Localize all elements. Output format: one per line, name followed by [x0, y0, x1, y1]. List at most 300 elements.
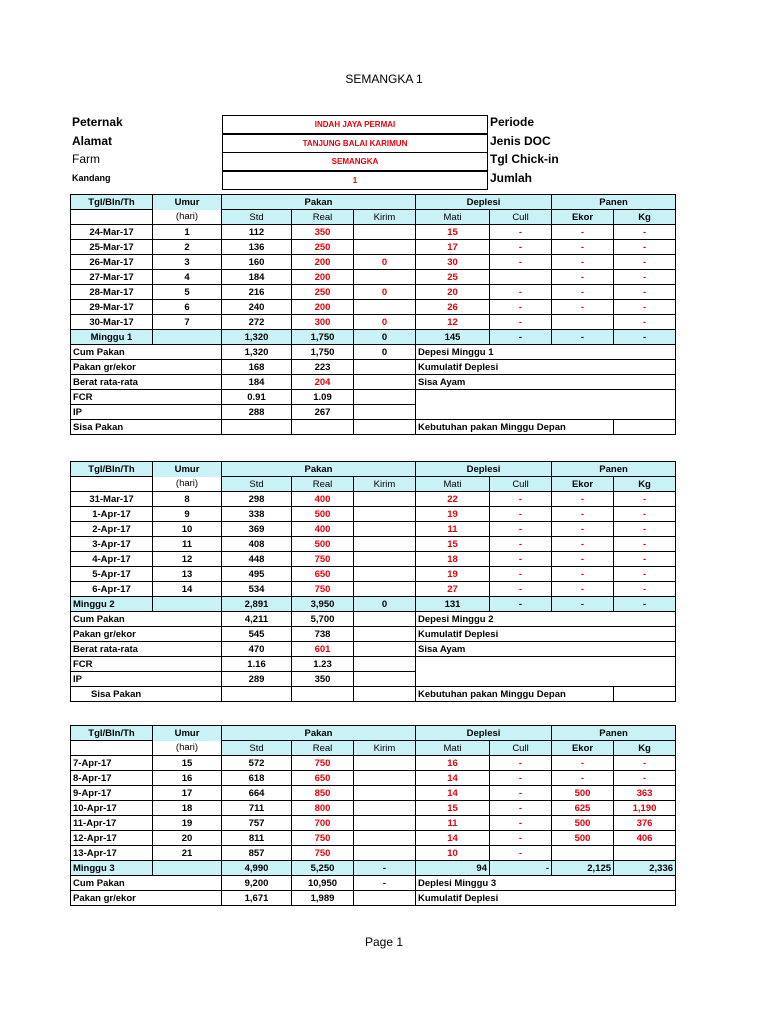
sisa-kirim-cell[interactable] — [354, 420, 416, 435]
std-cell[interactable]: 338 — [222, 507, 292, 522]
umur-cell[interactable]: 2 — [153, 240, 222, 255]
kg-cell[interactable]: 376 — [614, 816, 676, 831]
std-cell[interactable]: 572 — [222, 756, 292, 771]
fcr-std-cell[interactable]: 1.16 — [222, 657, 292, 672]
ekor-cell[interactable]: 500 — [552, 786, 614, 801]
real-cell[interactable]: 800 — [292, 801, 354, 816]
col-hari-header[interactable]: (hari) — [153, 741, 222, 756]
mati-cell[interactable]: 15 — [416, 537, 490, 552]
kg-cell[interactable]: 406 — [614, 831, 676, 846]
real-cell[interactable]: 200 — [292, 255, 354, 270]
pgr-right-label[interactable]: Kumulatif Deplesi — [416, 360, 676, 375]
col-tgl-header[interactable]: Tgl/Bln/Th — [71, 195, 153, 210]
date-cell[interactable]: 26-Mar-17 — [71, 255, 153, 270]
ekor-cell[interactable]: 500 — [552, 831, 614, 846]
umur-cell[interactable]: 17 — [153, 786, 222, 801]
date-cell[interactable]: 5-Apr-17 — [71, 567, 153, 582]
col-kirim-header[interactable]: Kirim — [354, 210, 416, 225]
col-kg-header[interactable]: Kg — [614, 477, 676, 492]
total-kirim-cell[interactable]: 0 — [354, 330, 416, 345]
std-cell[interactable]: 272 — [222, 315, 292, 330]
date-cell[interactable]: 28-Mar-17 — [71, 285, 153, 300]
kirim-cell[interactable] — [354, 552, 416, 567]
total-ekor-cell[interactable]: - — [552, 330, 614, 345]
col-panen-header[interactable]: Panen — [552, 462, 676, 477]
real-cell[interactable]: 750 — [292, 552, 354, 567]
col-ekor-header[interactable]: Ekor — [552, 741, 614, 756]
kirim-cell[interactable] — [354, 846, 416, 861]
col-pakan-header[interactable]: Pakan — [222, 726, 416, 741]
kg-cell[interactable]: - — [614, 240, 676, 255]
kirim-cell[interactable]: 0 — [354, 255, 416, 270]
mati-cell[interactable]: 11 — [416, 816, 490, 831]
col-tgl-header[interactable]: Tgl/Bln/Th — [71, 462, 153, 477]
std-cell[interactable]: 112 — [222, 225, 292, 240]
mati-cell[interactable]: 12 — [416, 315, 490, 330]
std-cell[interactable]: 369 — [222, 522, 292, 537]
total-real-cell[interactable]: 3,950 — [292, 597, 354, 612]
berat-label[interactable]: Berat rata-rata — [71, 375, 222, 390]
std-cell[interactable]: 136 — [222, 240, 292, 255]
real-cell[interactable]: 750 — [292, 846, 354, 861]
blank-cell[interactable] — [416, 390, 676, 420]
kirim-cell[interactable] — [354, 537, 416, 552]
std-cell[interactable]: 184 — [222, 270, 292, 285]
berat-real-cell[interactable]: 601 — [292, 642, 354, 657]
mati-cell[interactable]: 11 — [416, 522, 490, 537]
col-deplesi-header[interactable]: Deplesi — [416, 726, 552, 741]
kirim-cell[interactable] — [354, 240, 416, 255]
kirim-cell[interactable] — [354, 300, 416, 315]
ip-real-cell[interactable]: 350 — [292, 672, 354, 687]
cum-right-label[interactable]: Depesi Minggu 2 — [416, 612, 676, 627]
kirim-cell[interactable] — [354, 756, 416, 771]
ekor-cell[interactable]: - — [552, 300, 614, 315]
ip-label[interactable]: IP — [71, 672, 222, 687]
fcr-real-cell[interactable]: 1.09 — [292, 390, 354, 405]
cull-cell[interactable]: - — [490, 582, 552, 597]
mati-cell[interactable]: 15 — [416, 801, 490, 816]
umur-cell[interactable]: 18 — [153, 801, 222, 816]
ip-std-cell[interactable]: 288 — [222, 405, 292, 420]
kg-cell[interactable]: - — [614, 255, 676, 270]
kirim-cell[interactable] — [354, 582, 416, 597]
col-pakan-header[interactable]: Pakan — [222, 195, 416, 210]
sisa-right-label[interactable]: Kebutuhan pakan Minggu Depan — [416, 420, 614, 435]
cull-cell[interactable]: - — [490, 771, 552, 786]
pgr-kirim-cell[interactable] — [354, 360, 416, 375]
mati-cell[interactable]: 26 — [416, 300, 490, 315]
col-umur-header[interactable]: Umur — [153, 462, 222, 477]
cull-cell[interactable]: - — [490, 255, 552, 270]
week-total-label[interactable]: Minggu 2 — [71, 597, 153, 612]
umur-cell[interactable]: 6 — [153, 300, 222, 315]
kg-cell[interactable]: - — [614, 507, 676, 522]
cull-cell[interactable]: - — [490, 756, 552, 771]
cum-right-label[interactable]: Deplesi Minggu 3 — [416, 876, 676, 891]
cull-cell[interactable]: - — [490, 240, 552, 255]
real-cell[interactable]: 500 — [292, 507, 354, 522]
kg-cell[interactable]: - — [614, 225, 676, 240]
col-cull-header[interactable]: Cull — [490, 741, 552, 756]
std-cell[interactable]: 448 — [222, 552, 292, 567]
ekor-cell[interactable]: - — [552, 582, 614, 597]
cum-real-cell[interactable]: 10,950 — [292, 876, 354, 891]
kirim-cell[interactable] — [354, 771, 416, 786]
ekor-cell[interactable]: - — [552, 537, 614, 552]
col-deplesi-header[interactable]: Deplesi — [416, 462, 552, 477]
ekor-cell[interactable] — [552, 846, 614, 861]
col-hari-header[interactable]: (hari) — [153, 210, 222, 225]
kirim-cell[interactable] — [354, 816, 416, 831]
sisa-real-cell[interactable] — [292, 687, 354, 702]
mati-cell[interactable]: 14 — [416, 771, 490, 786]
fcr-std-cell[interactable]: 0.91 — [222, 390, 292, 405]
kg-cell[interactable]: - — [614, 552, 676, 567]
kg-cell[interactable]: - — [614, 285, 676, 300]
date-cell[interactable]: 9-Apr-17 — [71, 786, 153, 801]
ekor-cell[interactable] — [552, 315, 614, 330]
date-cell[interactable]: 7-Apr-17 — [71, 756, 153, 771]
total-real-cell[interactable]: 5,250 — [292, 861, 354, 876]
total-kirim-cell[interactable]: - — [354, 861, 416, 876]
kirim-cell[interactable] — [354, 786, 416, 801]
ekor-cell[interactable]: 625 — [552, 801, 614, 816]
col-real-header[interactable]: Real — [292, 210, 354, 225]
pgr-std-cell[interactable]: 1,671 — [222, 891, 292, 906]
kg-cell[interactable]: 1,190 — [614, 801, 676, 816]
real-cell[interactable]: 350 — [292, 225, 354, 240]
blank-cell[interactable] — [71, 210, 153, 225]
real-cell[interactable]: 650 — [292, 567, 354, 582]
umur-cell[interactable]: 3 — [153, 255, 222, 270]
kandang-field[interactable]: 1 — [222, 171, 488, 190]
total-kg-cell[interactable]: - — [614, 330, 676, 345]
real-cell[interactable]: 200 — [292, 300, 354, 315]
pgr-std-cell[interactable]: 545 — [222, 627, 292, 642]
col-cull-header[interactable]: Cull — [490, 477, 552, 492]
real-cell[interactable]: 500 — [292, 537, 354, 552]
ekor-cell[interactable]: - — [552, 507, 614, 522]
col-std-header[interactable]: Std — [222, 477, 292, 492]
kirim-cell[interactable] — [354, 225, 416, 240]
kirim-cell[interactable] — [354, 522, 416, 537]
mati-cell[interactable]: 25 — [416, 270, 490, 285]
std-cell[interactable]: 857 — [222, 846, 292, 861]
col-cull-header[interactable]: Cull — [490, 210, 552, 225]
total-kg-cell[interactable]: - — [614, 597, 676, 612]
std-cell[interactable]: 216 — [222, 285, 292, 300]
mati-cell[interactable]: 30 — [416, 255, 490, 270]
cum-std-cell[interactable]: 9,200 — [222, 876, 292, 891]
umur-cell[interactable]: 15 — [153, 756, 222, 771]
umur-cell[interactable]: 5 — [153, 285, 222, 300]
pgr-label[interactable]: Pakan gr/ekor — [71, 891, 222, 906]
mati-cell[interactable]: 19 — [416, 567, 490, 582]
pgr-real-cell[interactable]: 1,989 — [292, 891, 354, 906]
berat-right-label[interactable]: Sisa Ayam — [416, 375, 676, 390]
ekor-cell[interactable]: - — [552, 285, 614, 300]
blank-cell[interactable] — [416, 657, 676, 687]
date-cell[interactable]: 10-Apr-17 — [71, 801, 153, 816]
kg-cell[interactable]: - — [614, 522, 676, 537]
cum-kirim-cell[interactable] — [354, 612, 416, 627]
real-cell[interactable]: 750 — [292, 756, 354, 771]
blank-cell[interactable] — [153, 861, 222, 876]
ekor-cell[interactable]: - — [552, 567, 614, 582]
cum-label[interactable]: Cum Pakan — [71, 612, 222, 627]
ip-label[interactable]: IP — [71, 405, 222, 420]
mati-cell[interactable]: 17 — [416, 240, 490, 255]
col-umur-header[interactable]: Umur — [153, 195, 222, 210]
sisa-kirim-cell[interactable] — [354, 687, 416, 702]
real-cell[interactable]: 300 — [292, 315, 354, 330]
kg-cell[interactable]: - — [614, 300, 676, 315]
cull-cell[interactable]: - — [490, 552, 552, 567]
cull-cell[interactable]: - — [490, 507, 552, 522]
col-hari-header[interactable]: (hari) — [153, 477, 222, 492]
std-cell[interactable]: 618 — [222, 771, 292, 786]
cull-cell[interactable]: - — [490, 285, 552, 300]
ip-kirim-cell[interactable] — [354, 672, 416, 687]
kirim-cell[interactable] — [354, 831, 416, 846]
fcr-kirim-cell[interactable] — [354, 657, 416, 672]
ip-real-cell[interactable]: 267 — [292, 405, 354, 420]
umur-cell[interactable]: 9 — [153, 507, 222, 522]
col-real-header[interactable]: Real — [292, 741, 354, 756]
week-total-label[interactable]: Minggu 1 — [71, 330, 153, 345]
kg-cell[interactable]: - — [614, 492, 676, 507]
std-cell[interactable]: 534 — [222, 582, 292, 597]
sisa-std-cell[interactable] — [222, 687, 292, 702]
sisa-std-cell[interactable] — [222, 420, 292, 435]
date-cell[interactable]: 4-Apr-17 — [71, 552, 153, 567]
kg-cell[interactable]: - — [614, 771, 676, 786]
berat-std-cell[interactable]: 470 — [222, 642, 292, 657]
total-ekor-cell[interactable]: - — [552, 597, 614, 612]
kirim-cell[interactable] — [354, 270, 416, 285]
pgr-kirim-cell[interactable] — [354, 891, 416, 906]
sisa-label[interactable]: Sisa Pakan — [71, 687, 222, 702]
kg-cell[interactable]: - — [614, 537, 676, 552]
cull-cell[interactable]: - — [490, 816, 552, 831]
peternak-field[interactable]: INDAH JAYA PERMAI — [222, 115, 488, 134]
cum-std-cell[interactable]: 1,320 — [222, 345, 292, 360]
sisa-real-cell[interactable] — [292, 420, 354, 435]
cull-cell[interactable]: - — [490, 315, 552, 330]
col-panen-header[interactable]: Panen — [552, 726, 676, 741]
cull-cell[interactable]: - — [490, 300, 552, 315]
kg-cell[interactable]: 363 — [614, 786, 676, 801]
col-mati-header[interactable]: Mati — [416, 741, 490, 756]
cull-cell[interactable]: - — [490, 831, 552, 846]
cull-cell[interactable]: - — [490, 537, 552, 552]
cum-kirim-cell[interactable]: 0 — [354, 345, 416, 360]
col-kirim-header[interactable]: Kirim — [354, 741, 416, 756]
real-cell[interactable]: 400 — [292, 522, 354, 537]
real-cell[interactable]: 250 — [292, 285, 354, 300]
total-cull-cell[interactable]: - — [490, 597, 552, 612]
blank-cell[interactable] — [71, 741, 153, 756]
date-cell[interactable]: 12-Apr-17 — [71, 831, 153, 846]
mati-cell[interactable]: 15 — [416, 225, 490, 240]
fcr-real-cell[interactable]: 1.23 — [292, 657, 354, 672]
umur-cell[interactable]: 14 — [153, 582, 222, 597]
pgr-right-label[interactable]: Kumulatif Deplesi — [416, 891, 676, 906]
ekor-cell[interactable]: - — [552, 255, 614, 270]
pgr-right-label[interactable]: Kumulatif Deplesi — [416, 627, 676, 642]
ekor-cell[interactable]: 500 — [552, 816, 614, 831]
umur-cell[interactable]: 10 — [153, 522, 222, 537]
ip-std-cell[interactable]: 289 — [222, 672, 292, 687]
std-cell[interactable]: 240 — [222, 300, 292, 315]
mati-cell[interactable]: 19 — [416, 507, 490, 522]
ip-kirim-cell[interactable] — [354, 405, 416, 420]
blank-cell[interactable] — [153, 597, 222, 612]
berat-real-cell[interactable]: 204 — [292, 375, 354, 390]
umur-cell[interactable]: 21 — [153, 846, 222, 861]
umur-cell[interactable]: 16 — [153, 771, 222, 786]
col-kg-header[interactable]: Kg — [614, 210, 676, 225]
cull-cell[interactable]: - — [490, 522, 552, 537]
ekor-cell[interactable]: - — [552, 522, 614, 537]
total-mati-cell[interactable]: 145 — [416, 330, 490, 345]
real-cell[interactable]: 200 — [292, 270, 354, 285]
col-mati-header[interactable]: Mati — [416, 210, 490, 225]
cull-cell[interactable]: - — [490, 801, 552, 816]
cull-cell[interactable]: - — [490, 225, 552, 240]
sisa-label[interactable]: Sisa Pakan — [71, 420, 222, 435]
mati-cell[interactable]: 16 — [416, 756, 490, 771]
date-cell[interactable]: 6-Apr-17 — [71, 582, 153, 597]
col-panen-header[interactable]: Panen — [552, 195, 676, 210]
kirim-cell[interactable] — [354, 507, 416, 522]
col-mati-header[interactable]: Mati — [416, 477, 490, 492]
col-deplesi-header[interactable]: Deplesi — [416, 195, 552, 210]
date-cell[interactable]: 30-Mar-17 — [71, 315, 153, 330]
kg-cell[interactable]: - — [614, 582, 676, 597]
blank-cell[interactable] — [614, 420, 676, 435]
date-cell[interactable]: 24-Mar-17 — [71, 225, 153, 240]
total-kirim-cell[interactable]: 0 — [354, 597, 416, 612]
cull-cell[interactable] — [490, 270, 552, 285]
umur-cell[interactable]: 20 — [153, 831, 222, 846]
mati-cell[interactable]: 14 — [416, 786, 490, 801]
total-cull-cell[interactable]: - — [490, 861, 552, 876]
kirim-cell[interactable] — [354, 801, 416, 816]
fcr-kirim-cell[interactable] — [354, 390, 416, 405]
kg-cell[interactable]: - — [614, 756, 676, 771]
umur-cell[interactable]: 1 — [153, 225, 222, 240]
date-cell[interactable]: 11-Apr-17 — [71, 816, 153, 831]
date-cell[interactable]: 25-Mar-17 — [71, 240, 153, 255]
ekor-cell[interactable]: - — [552, 492, 614, 507]
col-umur-header[interactable]: Umur — [153, 726, 222, 741]
cull-cell[interactable]: - — [490, 786, 552, 801]
berat-kirim-cell[interactable] — [354, 375, 416, 390]
date-cell[interactable]: 29-Mar-17 — [71, 300, 153, 315]
cum-std-cell[interactable]: 4,211 — [222, 612, 292, 627]
real-cell[interactable]: 750 — [292, 831, 354, 846]
cum-kirim-cell[interactable]: - — [354, 876, 416, 891]
date-cell[interactable]: 2-Apr-17 — [71, 522, 153, 537]
col-ekor-header[interactable]: Ekor — [552, 477, 614, 492]
std-cell[interactable]: 664 — [222, 786, 292, 801]
total-mati-cell[interactable]: 94 — [416, 861, 490, 876]
total-cull-cell[interactable]: - — [490, 330, 552, 345]
date-cell[interactable]: 27-Mar-17 — [71, 270, 153, 285]
std-cell[interactable]: 495 — [222, 567, 292, 582]
date-cell[interactable]: 3-Apr-17 — [71, 537, 153, 552]
std-cell[interactable]: 811 — [222, 831, 292, 846]
date-cell[interactable]: 1-Apr-17 — [71, 507, 153, 522]
cull-cell[interactable]: - — [490, 567, 552, 582]
umur-cell[interactable]: 7 — [153, 315, 222, 330]
total-kg-cell[interactable]: 2,336 — [614, 861, 676, 876]
date-cell[interactable]: 31-Mar-17 — [71, 492, 153, 507]
col-kirim-header[interactable]: Kirim — [354, 477, 416, 492]
ekor-cell[interactable]: - — [552, 771, 614, 786]
col-ekor-header[interactable]: Ekor — [552, 210, 614, 225]
mati-cell[interactable]: 20 — [416, 285, 490, 300]
kirim-cell[interactable] — [354, 492, 416, 507]
farm-field[interactable]: SEMANGKA — [222, 152, 488, 171]
cum-real-cell[interactable]: 5,700 — [292, 612, 354, 627]
kg-cell[interactable]: - — [614, 315, 676, 330]
cull-cell[interactable]: - — [490, 846, 552, 861]
real-cell[interactable]: 700 — [292, 816, 354, 831]
ekor-cell[interactable]: - — [552, 756, 614, 771]
mati-cell[interactable]: 14 — [416, 831, 490, 846]
pgr-std-cell[interactable]: 168 — [222, 360, 292, 375]
col-tgl-header[interactable]: Tgl/Bln/Th — [71, 726, 153, 741]
umur-cell[interactable]: 11 — [153, 537, 222, 552]
cum-label[interactable]: Cum Pakan — [71, 345, 222, 360]
umur-cell[interactable]: 12 — [153, 552, 222, 567]
mati-cell[interactable]: 22 — [416, 492, 490, 507]
real-cell[interactable]: 400 — [292, 492, 354, 507]
kirim-cell[interactable]: 0 — [354, 315, 416, 330]
kg-cell[interactable]: - — [614, 270, 676, 285]
pgr-real-cell[interactable]: 223 — [292, 360, 354, 375]
cum-label[interactable]: Cum Pakan — [71, 876, 222, 891]
real-cell[interactable]: 850 — [292, 786, 354, 801]
total-mati-cell[interactable]: 131 — [416, 597, 490, 612]
std-cell[interactable]: 711 — [222, 801, 292, 816]
fcr-label[interactable]: FCR — [71, 657, 222, 672]
mati-cell[interactable]: 27 — [416, 582, 490, 597]
cull-cell[interactable]: - — [490, 492, 552, 507]
total-real-cell[interactable]: 1,750 — [292, 330, 354, 345]
berat-kirim-cell[interactable] — [354, 642, 416, 657]
cum-real-cell[interactable]: 1,750 — [292, 345, 354, 360]
ekor-cell[interactable]: - — [552, 270, 614, 285]
cum-right-label[interactable]: Depesi Minggu 1 — [416, 345, 676, 360]
umur-cell[interactable]: 13 — [153, 567, 222, 582]
ekor-cell[interactable]: - — [552, 225, 614, 240]
fcr-label[interactable]: FCR — [71, 390, 222, 405]
berat-label[interactable]: Berat rata-rata — [71, 642, 222, 657]
pgr-label[interactable]: Pakan gr/ekor — [71, 627, 222, 642]
mati-cell[interactable]: 18 — [416, 552, 490, 567]
std-cell[interactable]: 408 — [222, 537, 292, 552]
kg-cell[interactable] — [614, 846, 676, 861]
col-pakan-header[interactable]: Pakan — [222, 462, 416, 477]
real-cell[interactable]: 650 — [292, 771, 354, 786]
umur-cell[interactable]: 8 — [153, 492, 222, 507]
total-std-cell[interactable]: 4,990 — [222, 861, 292, 876]
real-cell[interactable]: 750 — [292, 582, 354, 597]
